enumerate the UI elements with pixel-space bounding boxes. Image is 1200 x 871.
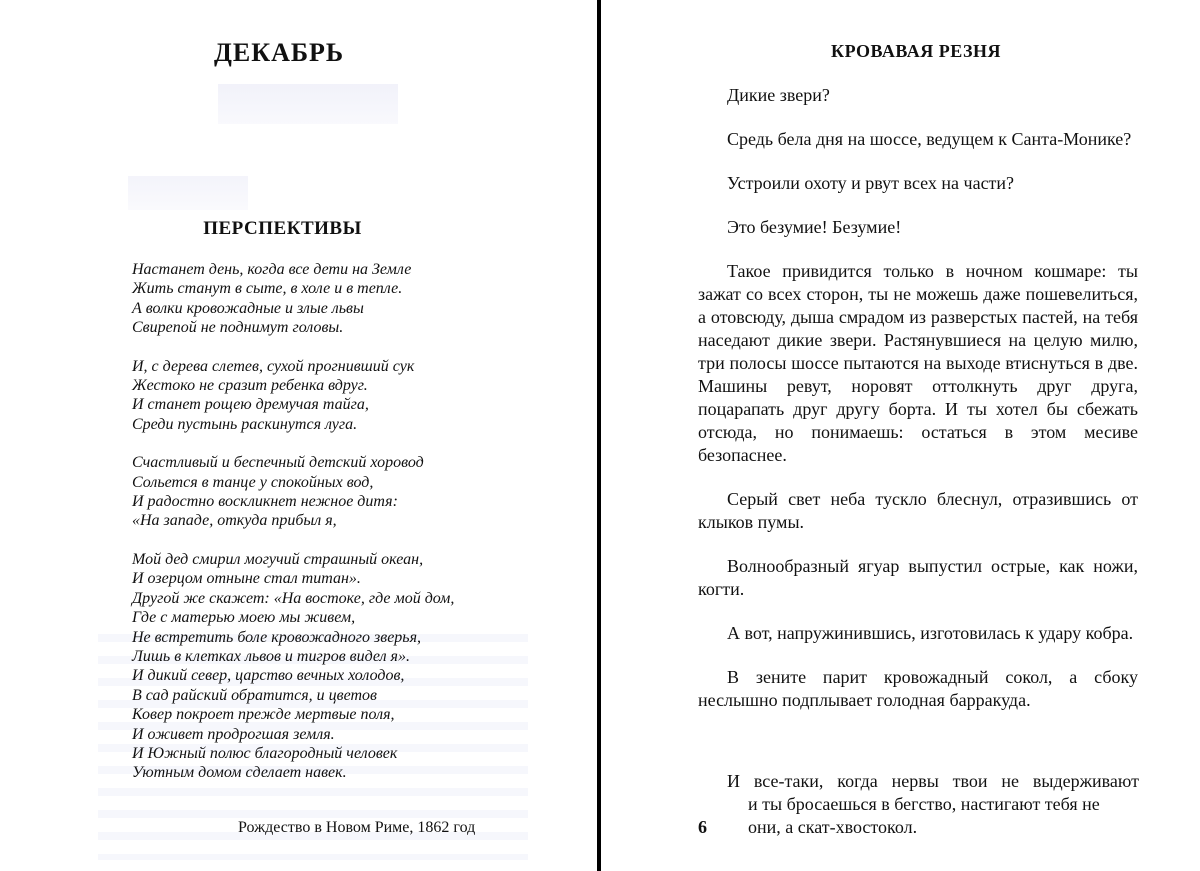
poem-line: Свирепой не поднимут головы.	[132, 319, 344, 337]
paragraph: Серый свет неба тускло блеснул, отразившись от клыков пумы.	[698, 489, 1138, 532]
right-page	[601, 0, 1200, 871]
final-paragraph	[727, 770, 1139, 839]
poem-line: А волки кровожадные и злые львы	[132, 299, 364, 317]
month-title: ДЕКАБРЬ	[214, 38, 345, 67]
poem-line: И Южный полюс благородный человек	[132, 744, 398, 762]
poem-stanza	[132, 357, 454, 435]
poem-line: Где с матерью моею мы живем,	[132, 609, 356, 627]
poem-line: Лишь в клетках львов и тигров видел я».	[132, 647, 410, 665]
poem-line: В сад райский обратится, и цветов	[132, 686, 377, 704]
poem	[132, 260, 454, 783]
poem-line: Другой же скажет: «На востоке, где мой дом,	[132, 589, 455, 607]
paragraph: Дикие звери?	[727, 85, 830, 105]
chapter-text	[698, 84, 1138, 733]
paragraph: Волнообразный ягуар выпустил острые, как ножи, когти.	[698, 556, 1138, 599]
poem-line: Мой дед смирил могучий страшный океан,	[132, 550, 424, 568]
poem-signature: Рождество в Новом Риме, 1862 год	[238, 819, 476, 836]
paragraph: Устроили охоту и рвут всех на части?	[727, 173, 1015, 193]
poem-line: «На западе, откуда прибыл я,	[132, 512, 337, 530]
poem-line: Жить станут в сыте, в холе и в тепле.	[132, 280, 403, 298]
poem-line: Настанет день, когда все дети на Земле	[132, 261, 412, 278]
poem-line: Не встретить боле кровожадного зверья,	[132, 628, 422, 646]
paragraph-line: они, а скат-хвостокол.	[748, 817, 918, 837]
left-page	[0, 0, 597, 871]
poem-stanza	[132, 260, 454, 338]
paragraph-line: И все-таки, когда нервы твои не выдерживают	[727, 771, 1139, 791]
poem-title: ПЕРСПЕКТИВЫ	[203, 218, 362, 239]
poem-line: И, с дерева слетев, сухой прогнивший сук	[132, 357, 415, 375]
paragraph-line: и ты бросаешься в бегство, настигают тебя не	[748, 794, 1100, 814]
paragraph: Средь бела дня на шоссе, ведущем к Санта-Монике?	[727, 129, 1132, 149]
paragraph: Такое привидится только в ночном кошмаре: ты зажат со всех сторон, ты не можешь даже пошевелиться, а отовсюду, дыша смрадом из разверстых пастей, на тебя наседают дикие звери. Растянувшиеся на целую милю, три полосы шоссе пытаются на выходе втиснуться в две. Машины ревут, норовят оттолкнуть друг друга, поцарапать друг другу борта. И ты хотел бы сбежать отсюда, но понимаешь: остаться в этом месиве безопаснее.	[698, 261, 1138, 465]
poem-line: И оживет продрогшая земля.	[132, 725, 335, 743]
poem-line: И радостно воскликнет нежное дитя:	[132, 493, 398, 511]
paragraph: Это безумие! Безумие!	[727, 217, 902, 237]
poem-line: Среди пустынь раскинутся луга.	[132, 415, 358, 433]
poem-line: И дикий север, царство вечных холодов,	[132, 667, 405, 685]
poem-line: Сольется в танце у спокойных вод,	[132, 473, 374, 491]
poem-line: Счастливый и беспечный детский хоровод	[132, 454, 424, 472]
poem-line: Уютным домом сделает навек.	[132, 764, 347, 782]
poem-line: Жестоко не сразит ребенка вдруг.	[132, 377, 368, 395]
paragraph: В зените парит кровожадный сокол, а сбоку неслышно подплывает голодная барракуда.	[698, 667, 1138, 710]
chapter-title: КРОВАВАЯ РЕЗНЯ	[831, 41, 1001, 61]
paragraph: А вот, напружинившись, изготовилась к удару кобра.	[727, 623, 1134, 643]
poem-line: И станет рощею дремучая тайга,	[132, 396, 369, 414]
page-number: 6	[698, 817, 707, 837]
poem-line: И озерцом отныне стал титан».	[132, 570, 361, 588]
poem-line: Ковер покроет прежде мертвые поля,	[132, 706, 395, 724]
poem-stanza	[132, 453, 454, 531]
poem-stanza	[132, 550, 454, 783]
